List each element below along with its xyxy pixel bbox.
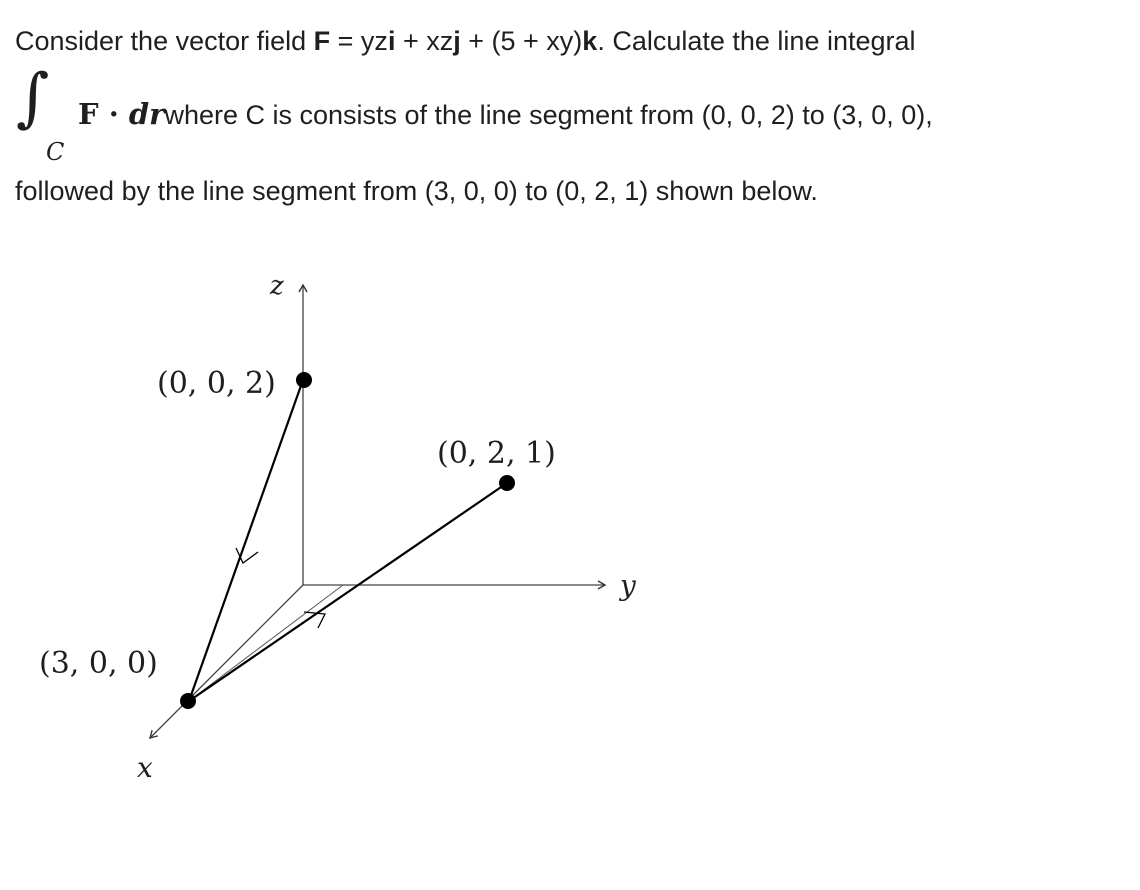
unit-i: i [387,26,396,56]
line1-plus2: + (5 + xy) [460,26,583,56]
integrand-F: F [78,97,99,131]
label-p2: (0, 2, 1) [437,436,556,471]
segment-origin-to-y [189,585,343,701]
segment-2 [189,483,507,701]
segment-1 [189,380,303,701]
line3-text: followed by the line segment from (3, 0, 0) to (0, 2, 1) shown below. [15,176,818,206]
integrand-dr: dr [128,97,165,131]
vector-F: F [313,26,331,56]
line1-eq: = yz [330,26,388,56]
line1-pre: Consider the vector field [15,26,314,56]
line1-post: . Calculate the line integral [597,26,916,56]
label-p1: (0, 0, 2) [157,366,276,401]
y-axis-label: y [620,569,636,602]
line2-text: where C is consists of the line segment from (0, 0, 2) to (3, 0, 0), [164,100,933,130]
unit-k: k [582,26,598,56]
unit-j: j [453,26,461,56]
dot-operator: · [98,97,129,131]
point-p3 [180,693,196,709]
x-axis-label: x [137,751,153,784]
point-p2 [499,475,515,491]
point-p1 [296,372,312,388]
integral-sign: ∫ [16,61,50,135]
line1-plus1: + xz [395,26,454,56]
label-p3: (3, 0, 0) [39,646,158,681]
x-axis [150,585,303,738]
integral-subscript: C [46,138,65,166]
z-axis-label: z [270,271,284,301]
